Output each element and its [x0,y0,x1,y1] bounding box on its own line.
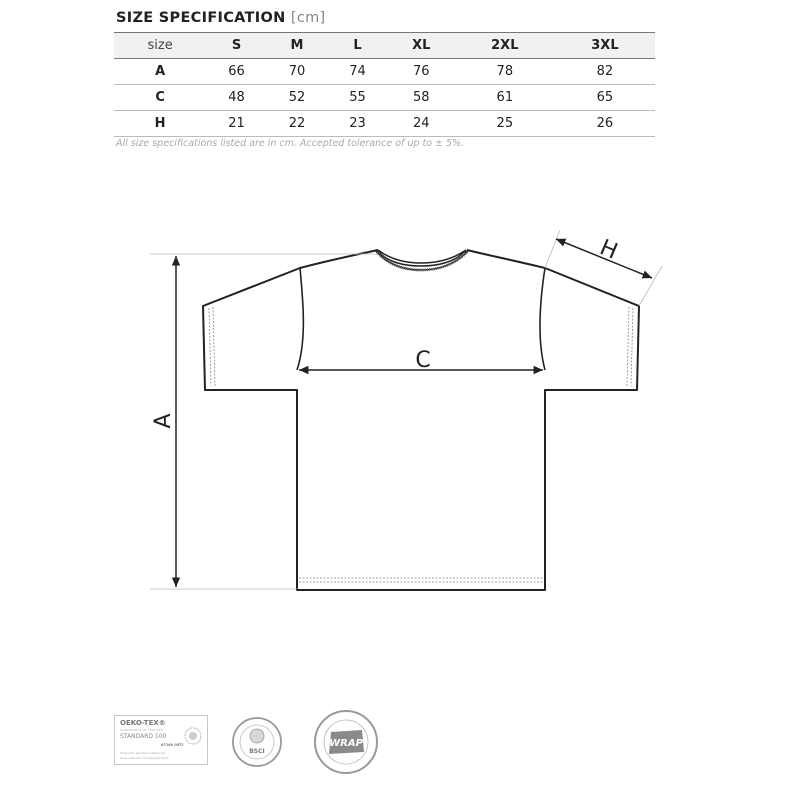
size-header-label: size [147,38,173,53]
table-cell: 66 [228,64,245,79]
table-cell: 25 [496,116,514,131]
title-unit: [cm] [290,10,326,26]
table-cell: 24 [413,116,430,131]
oeko-name: OEKO-TEX® [120,719,166,727]
a-measure-label: A [151,413,176,429]
table-cell: 82 [596,64,614,79]
oeko-tagline: CONFIDENCE IN TEXTILES [120,728,164,732]
row-label-c: C [155,90,165,105]
table-cell: 78 [496,64,514,79]
row-label-h: H [154,116,166,131]
oeko-tested: Tested for harmful substances [120,751,166,755]
table-cell: 21 [228,116,245,131]
table-cell: 61 [496,90,514,105]
oeko-standard: STANDARD 100 [120,733,167,740]
table-cell: 48 [228,90,245,105]
oeko-url: www.oeko-tex.com/standard100 [120,756,169,760]
table-cell: 22 [288,116,306,131]
table-cell: 55 [349,90,366,105]
size-col-xl: XL [412,38,431,53]
table-cell: 58 [413,90,430,105]
table-cell: 65 [596,90,614,105]
oeko-code: 67160 OETI [161,743,184,747]
size-col-l: L [353,38,362,53]
table-cell: 52 [288,90,306,105]
size-col-s: S [231,38,242,53]
bsci-globe-icon [250,729,264,743]
c-measure-label: C [415,348,431,373]
bsci-logo [233,718,281,766]
size-col-2xl: 2XL [491,38,519,53]
table-cell: 26 [596,116,614,131]
wrap-logo [315,711,377,773]
h-measure-label: H [596,235,622,265]
size-col-3xl: 3XL [591,38,619,53]
wrap-label: WRAP [329,738,363,749]
table-cell: 23 [349,116,366,131]
row-label-a: A [155,64,166,79]
table-cell: 74 [349,64,366,79]
title-text: SIZE SPECIFICATION [116,10,286,26]
bsci-label: BSCI [249,748,265,755]
tolerance-note: All size specifications listed are in cm. Accepted tolerance of up to ± 5%. [116,138,465,149]
size-col-m: M [290,38,304,53]
table-cell: 76 [413,64,430,79]
table-cell: 70 [288,64,306,79]
